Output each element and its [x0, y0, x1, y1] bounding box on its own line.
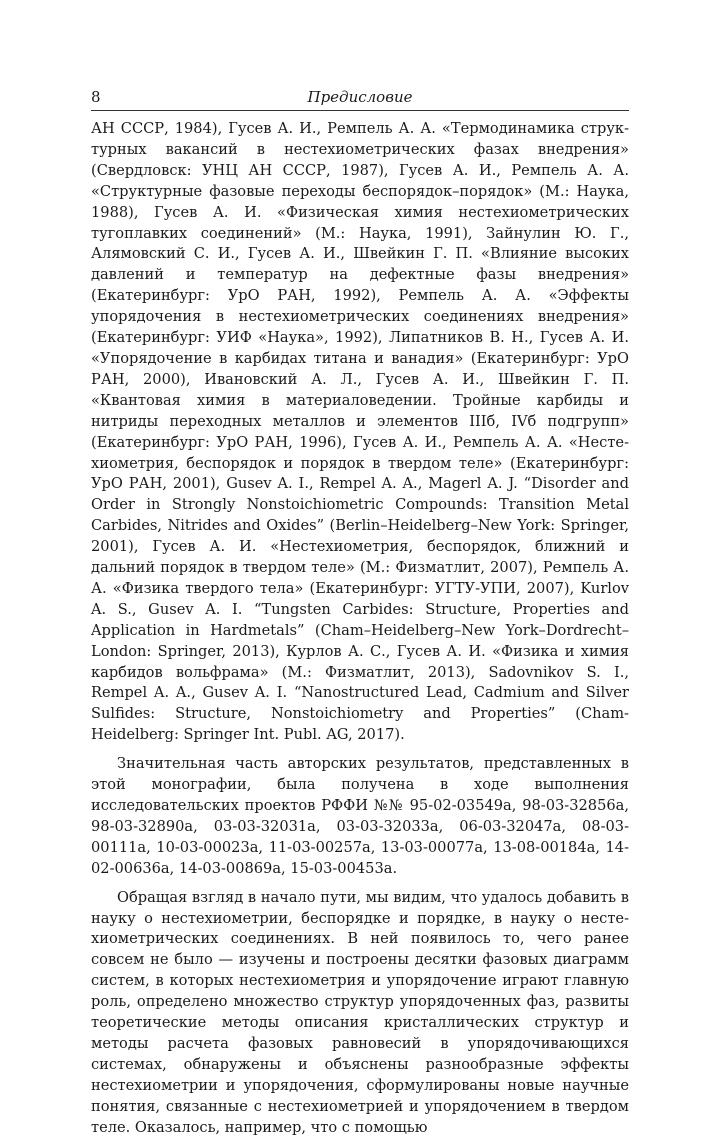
running-title: Предисловие	[307, 88, 413, 106]
page-number: 8	[91, 88, 101, 106]
header-rule	[91, 110, 629, 111]
body-text	[91, 119, 629, 1139]
paragraph-grants: Значительная часть авторских результатов, представленных в этой монографии, была получена в ходе выполнения исследовательских проектов РФФИ №№ 95-02-03549а, 98-03-32856а, 98-03-32890а, 03-03-32031а, 03-03-32033а, 06-03-32047а, 08-03-00111а, 10-03-00023а, 11-03-00257а, 13-03-00077а, 13-08-00184а, 14-02-00636а, 14-03-00869а, 15-03-00453а.	[91, 755, 629, 877]
paragraph-retrospective: Обращая взгляд в начало пути, мы видим, что удалось добавить в науку о нестехиометрии, беспорядке и порядке, в науку о нестехиометрических соединениях. В ней появилось то, чего ранее совсем не было — изучены и построены десятки фазовых диаграмм систем, в которых нестехиометрия и упорядочение играют главную роль, определено множество структур упорядоченных фаз, развиты теоретические методы описания кристаллических структур и методы расчета фазовых равновесий в упорядочивающихся системах, обнаружены и объяснены разнообразные эффекты нестехиометрии и упорядочения, сформулированы новые научные понятия, связанные с нестехиометрией и упорядочением в твердом теле. Оказалось, например, что с помощью	[91, 888, 629, 1136]
running-head	[91, 86, 629, 110]
paragraph-bibliography-continuation: АН СССР, 1984), Гусев А. И., Ремпель А. А. «Термодинамика структурных вакансий в нестехиометрических фазах внедрения» (Свердловск: УНЦ АН СССР, 1987), Гусев А. И., Ремпель А. А. «Структурные фазовые переходы беспорядок–порядок» (М.: Наука, 1988), Гусев А. И. «Физическая химия нестехиометрических тугоплавких соединений» (М.: Наука, 1991), Зайнулин Ю. Г., Алямовский С. И., Гусев А. И., Швейкин Г. П. «Влияние высоких давлений и температур на дефектные фазы внедрения» (Екатеринбург: УрО РАН, 1992), Ремпель А. А. «Эффекты упорядочения в нестехиометрических соединениях внедрения» (Екатеринбург: УИФ «Наука», 1992), Липатников В. Н., Гусев А. И. «Упорядочение в карбидах титана и ванадия» (Екатеринбург: УрО РАН, 2000), Ивановский А. Л., Гусев А. И., Швейкин Г. П. «Квантовая химия в материаловедении. Тройные карбиды и нитриды переходных металлов и элементов IIIб, IVб подгрупп» (Екатеринбург: УрО РАН, 1996), Гусев А. И., Ремпель А. А. «Нестехиометрия, беспорядок и порядок в твердом теле» (Екатеринбург: УрО РАН, 2001), Gusev A. I., Rempel A. A., Magerl A. J. “Disorder and Order in Strongly Nonstoichiometric Compounds: Transition Metal Carbides, Nitrides and Oxides” (Berlin–Heidelberg–New York: Springer, 2001), Гусев А. И. «Нестехиометрия, беспорядок, ближний и дальний порядок в твердом теле» (М.: Физматлит, 2007), Ремпель А. А. «Физика твердого тела» (Екатеринбург: УГТУ-УПИ, 2007), Kurlov A. S., Gusev A. I. “Tungsten Carbides: Structure, Properties and Application in Hardmetals” (Cham–Heidelberg–New York–Dordrecht–London: Springer, 2013), Курлов А. С., Гусев А. И. «Физика и химия карбидов вольфрама» (М.: Физматлит, 2013), Sadovnikov S. I., Rempel A. A., Gusev A. I. “Nanostructured Lead, Cadmium and Silver Sulfides: Structure, Nonstoichiometry and Properties” (Cham-Heidelberg: Springer Int. Publ. AG, 2017).	[91, 120, 629, 744]
